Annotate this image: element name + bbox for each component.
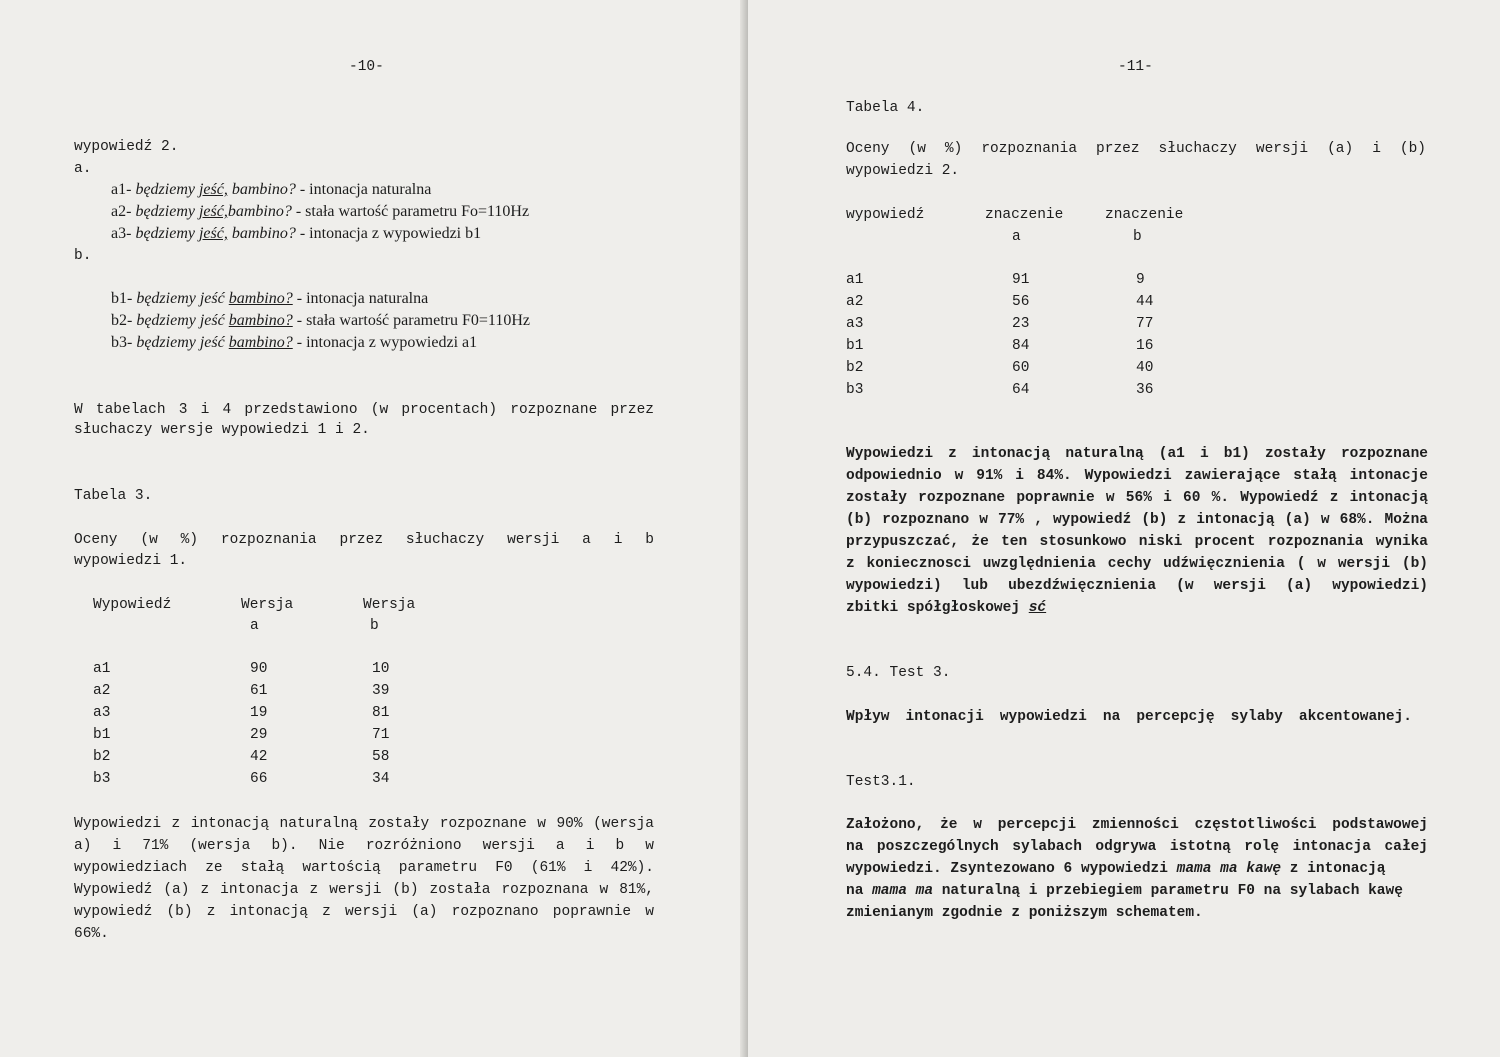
- table-cell: 56: [1012, 294, 1030, 310]
- paragraph-line: wypowiedzi. Zsyntezowano 6 wypowiedzi mama ma kawę z intonacją: [846, 861, 1386, 877]
- table-header: Wypowiedź: [93, 597, 172, 613]
- table-cell: 90: [250, 661, 268, 677]
- page-number: -11-: [1118, 59, 1153, 75]
- table-header: znaczenie: [1105, 207, 1184, 223]
- paragraph-line: Wypowiedzi z intonacją naturalną (a1 i b1) zostały rozpoznane: [846, 446, 1428, 462]
- table-cell: a2: [93, 683, 111, 699]
- table-cell: 77: [1136, 316, 1154, 332]
- paragraph-line: a) i 71% (wersja b). Nie rozróżniono wersji a i b w: [74, 838, 654, 854]
- table-cell: 16: [1136, 338, 1154, 354]
- paragraph-line: (b) rozpoznano w 77% , wypowiedź (b) z intonacją (a) w 68%. Można: [846, 512, 1428, 528]
- test-label: Test3.1.: [846, 774, 916, 790]
- variant-b1: b1- będziemy jeść bambino? - intonacja naturalna: [111, 290, 429, 307]
- paragraph-line: Wypowiedzi z intonacją naturalną zostały rozpoznane w 90% (wersja: [74, 816, 654, 832]
- paragraph-line: zbitki spółgłoskowej sć: [846, 600, 1047, 616]
- table-cell: 64: [1012, 382, 1030, 398]
- table-header: wypowiedź: [846, 207, 925, 223]
- table-cell: 9: [1136, 272, 1145, 288]
- table-cell: 23: [1012, 316, 1030, 332]
- table-header: a: [250, 618, 259, 634]
- table-cell: 29: [250, 727, 268, 743]
- table-cell: a3: [93, 705, 111, 721]
- table-header: Wersja: [363, 597, 416, 613]
- right-page: [748, 0, 1500, 1057]
- table-header: Wersja: [241, 597, 294, 613]
- table-cell: 40: [1136, 360, 1154, 376]
- table-cell: b1: [846, 338, 864, 354]
- table-cell: 66: [250, 771, 268, 787]
- table-caption: Oceny (w %) rozpoznania przez słuchaczy wersji a i b: [74, 532, 654, 548]
- paragraph-line: wypowiedzi) lub ubezdźwięcznienia (w wersji (a) wypowiedzi): [846, 578, 1428, 594]
- table-header: znaczenie: [985, 207, 1064, 223]
- paragraph-line: słuchaczy wersje wypowiedzi 1 i 2.: [74, 422, 370, 438]
- page-number: -10-: [349, 59, 384, 75]
- table-cell: 44: [1136, 294, 1154, 310]
- table-cell: b1: [93, 727, 111, 743]
- paragraph-line: wypowiedź (b) z intonacją z wersji (a) rozpoznano poprawnie w: [74, 904, 654, 920]
- table-header: b: [1133, 229, 1142, 245]
- variant-a3: a3- będziemy jeść, bambino? - intonacja z wypowiedzi b1: [111, 225, 482, 242]
- table-header: b: [370, 618, 379, 634]
- table-title: Tabela 4.: [846, 100, 925, 116]
- paragraph-line: na mama ma naturalną i przebiegiem parametru F0 na sylabach kawę: [846, 883, 1403, 899]
- table-cell: b2: [93, 749, 111, 765]
- table-cell: a1: [93, 661, 111, 677]
- variant-a1: a1- będziemy jeść, bambino? - intonacja naturalna: [111, 181, 432, 198]
- table-cell: 39: [372, 683, 390, 699]
- paragraph-line: Wypowiedź (a) z intonacja z wersji (b) została rozpoznana w 81%,: [74, 882, 654, 898]
- paragraph-line: na poszczególnych sylabach odgrywa istotną rolę intonacja całej: [846, 839, 1428, 855]
- table-caption: wypowiedzi 1.: [74, 553, 188, 569]
- table-cell: 71: [372, 727, 390, 743]
- section-subtitle: Wpływ intonacji wypowiedzi na percepcję sylaby akcentowanej.: [846, 709, 1412, 725]
- table-cell: b3: [846, 382, 864, 398]
- section-title: 5.4. Test 3.: [846, 665, 951, 681]
- table-cell: 36: [1136, 382, 1154, 398]
- paragraph-line: zostały rozpoznane poprawnie w 56% i 60 %. Wypowiedź z intonacją: [846, 490, 1428, 506]
- table-cell: a3: [846, 316, 864, 332]
- table-header: a: [1012, 229, 1021, 245]
- paragraph-line: wypowiedziach ze stałą wartością parametru F0 (61% i 42%).: [74, 860, 654, 876]
- table-title: Tabela 3.: [74, 488, 153, 504]
- variant-b3: b3- będziemy jeść bambino? - intonacja z wypowiedzi a1: [111, 334, 478, 351]
- table-cell: 91: [1012, 272, 1030, 288]
- table-cell: 10: [372, 661, 390, 677]
- table-cell: 84: [1012, 338, 1030, 354]
- table-cell: 19: [250, 705, 268, 721]
- table-cell: 42: [250, 749, 268, 765]
- variant-b2: b2- będziemy jeść bambino? - stała wartość parametru F0=110Hz: [111, 312, 530, 329]
- table-cell: 61: [250, 683, 268, 699]
- paragraph-line: W tabelach 3 i 4 przedstawiono (w procentach) rozpoznane przez: [74, 402, 654, 418]
- variant-a2: a2- będziemy jeść,bambino? - stała wartość parametru Fo=110Hz: [111, 203, 530, 220]
- table-cell: 34: [372, 771, 390, 787]
- paragraph-line: Założono, że w percepcji zmienności częstotliwości podstawowej: [846, 817, 1428, 833]
- table-cell: 58: [372, 749, 390, 765]
- table-cell: a2: [846, 294, 864, 310]
- table-cell: b3: [93, 771, 111, 787]
- table-cell: 81: [372, 705, 390, 721]
- paragraph-line: odpowiednio w 91% i 84%. Wypowiedzi zawierające stałą intonacje: [846, 468, 1428, 484]
- left-page: [0, 0, 748, 1057]
- paragraph-line: z koniecznosci uwzględnienia cechy udźwięcznienia ( w wersji (b): [846, 556, 1428, 572]
- table-cell: a1: [846, 272, 864, 288]
- table-cell: 60: [1012, 360, 1030, 376]
- table-caption: Oceny (w %) rozpoznania przez słuchaczy wersji (a) i (b): [846, 141, 1426, 157]
- text-line: wypowiedź 2.: [74, 139, 179, 155]
- text-line: a.: [74, 161, 92, 177]
- paragraph-line: przypuszczać, że ten stosunkowo niski procent rozpoznania wynika: [846, 534, 1428, 550]
- table-cell: b2: [846, 360, 864, 376]
- paragraph-line: zmienianym zgodnie z poniższym schematem.: [846, 905, 1203, 921]
- table-caption: wypowiedzi 2.: [846, 163, 960, 179]
- text-line: b.: [74, 248, 92, 264]
- paragraph-line: 66%.: [74, 926, 109, 942]
